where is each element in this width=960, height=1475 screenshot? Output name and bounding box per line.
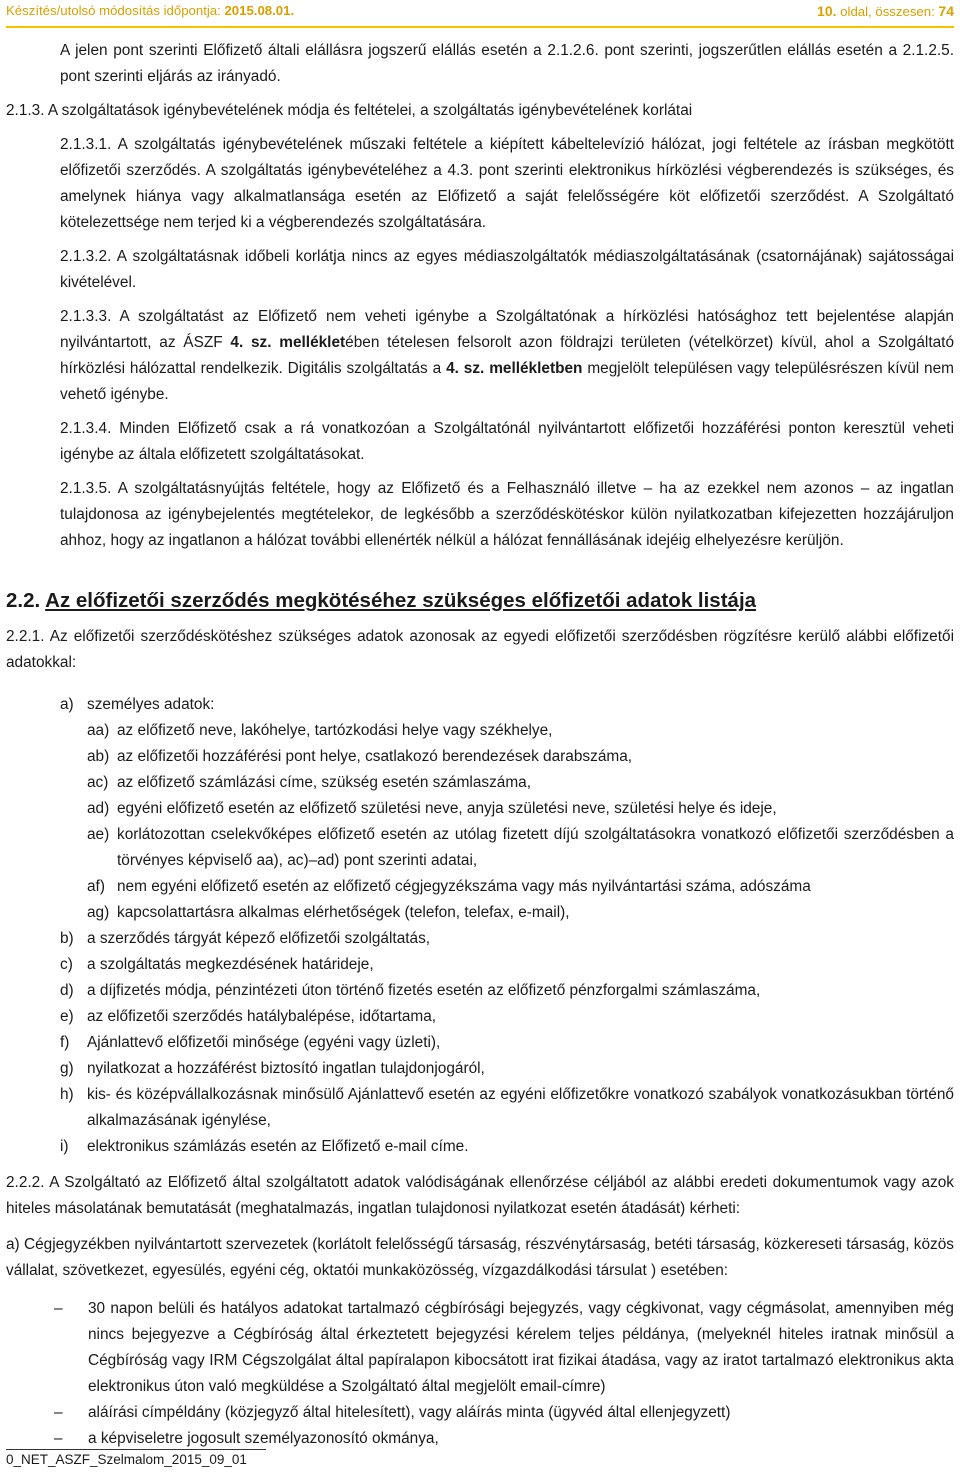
header-timestamp: Készítés/utolsó módosítás időpontja: 2015.08.01. [6, 3, 295, 18]
list-subitem-label: ae) [87, 826, 110, 843]
page-footer [6, 1449, 266, 1470]
header-date: 2015.08.01. [224, 3, 295, 18]
list-item-text: Ajánlattevő előfizetői minősége (egyéni vagy üzleti), [87, 1034, 441, 1051]
para-2-1-3-4: 2.1.3.4. Minden Előfizető csak a rá vonatkozóan a Szolgáltatónál nyilvántartott előfizetői hozzáférési ponton keresztül veheti igénybe az általa előfizetett szolgáltatásokat. [60, 420, 954, 463]
list-subitem [87, 770, 954, 796]
header-page-number: 10. [817, 3, 837, 19]
header-page-total: 74 [938, 3, 954, 19]
required-documents-list [6, 1296, 954, 1452]
list-item-label: b) [60, 930, 74, 947]
list-item-text: nyilatkozat a hozzáférést biztosító ingatlan tulajdonjogáról, [87, 1060, 485, 1077]
letter-list [60, 926, 954, 1160]
list-item-text: elektronikus számlázás esetén az Előfizető e-mail címe. [87, 1138, 469, 1155]
heading-2-1-3: 2.1.3. A szolgáltatások igénybevételének módja és feltételei, a szolgáltatás igénybevételének korlátai [6, 102, 693, 119]
list-item-label: e) [60, 1008, 74, 1025]
list-subitem-label: ac) [87, 774, 109, 791]
header-page-counter: 10. oldal, összesen: 74 [817, 3, 954, 19]
document-list-text: 30 napon belüli és hatályos adatokat tartalmazó cégbírósági bejegyzés, vagy cégkivonat, vagy cégmásolat, amennyiben még nincs bejegyezve a Cégbíróság által érkeztetett bejegyzési kérelem teljes példánya, (melyeknél hiteles iratnak minősül a Cégbíróság vagy IRM Cégszolgálat által papíralapon kibocsátott irat fizikai átadása, vagy az iratot tartalmazó elektronikus akta elektronikus úton való megküldése a Szolgáltató által megjelölt email-címre) [88, 1300, 954, 1395]
list-item-label: g) [60, 1060, 74, 1077]
document-list-item [6, 1400, 954, 1426]
list-item [60, 1004, 954, 1030]
dash-bullet: – [54, 1300, 63, 1317]
list-item-label: h) [60, 1086, 74, 1103]
para-2-1-3-1: 2.1.3.1. A szolgáltatás igénybevételének műszaki feltétele a kiépített kábeltelevízió hálózat, jogi feltétele az írásban megkötött előfizetői szerződés. A szolgáltatás igénybevételéhez a 4.3. pont szerinti elektronikus hírközlési végberendezés is szükséges, és amelynek hiánya vagy alkalmatlansága esetén az Előfizető a saját felelősségére köt előfizetői szerződést. A Szolgáltató kötelezettsége nem terjed ki a végberendezés szolgáltatására. [60, 136, 954, 231]
list-item [60, 1082, 954, 1134]
personal-data-sublist [87, 718, 954, 926]
list-item-text: az előfizetői szerződés hatálybalépése, időtartama, [87, 1008, 437, 1025]
list-subitem-text: az előfizető számlázási címe, szükség esetén számlaszáma, [117, 774, 532, 791]
list-item [60, 952, 954, 978]
list-subitem [87, 718, 954, 744]
list-item [60, 926, 954, 952]
section-2-1-3 [6, 38, 955, 562]
list-item-text: kis- és középvállalkozásnak minősülő Ajánlattevő esetén az egyéni előfizetőkre vonatkozó szabályok vonatkozásukban történő alkalmazásának igénylése, [87, 1086, 954, 1129]
list-item [60, 1056, 954, 1082]
document-list-text: aláírási címpéldány (közjegyző által hitelesített), vagy aláírás minta (ügyvéd által ellenjegyzett) [88, 1404, 731, 1421]
list-item-text: a szerződés tárgyát képező előfizetői szolgáltatás, [87, 930, 431, 947]
elallas-intro: A jelen pont szerinti Előfizető általi elállásra jogszerű elállás esetén a 2.1.2.6. pont szerinti, jogszerűtlen elállás esetén a 2.1.2.5. pont szerinti eljárás az irányadó. [60, 42, 954, 85]
list-subitem-label: ag) [87, 904, 110, 921]
list-item-label: d) [60, 982, 74, 999]
section-2-2 [6, 624, 954, 1452]
para-2-2-1: 2.2.1. Az előfizetői szerződéskötéshez szükséges adatok azonosak az egyedi előfizetői szerződésben rögzítésre kerülő alábbi előfizetői adatokkal: [6, 628, 954, 671]
list-item [60, 1030, 954, 1056]
list-subitem-label: af) [87, 878, 105, 895]
list-subitem-label: ab) [87, 748, 110, 765]
list-subitem-text: az előfizető neve, lakóhelye, tartózkodási helye vagy székhelye, [117, 722, 553, 739]
list-subitem-text: egyéni előfizető esetén az előfizető születési neve, anyja születési neve, születési helye és ideje, [117, 800, 777, 817]
footer-filename: 0_NET_ASZF_Szelmalom_2015_09_01 [6, 1452, 247, 1467]
data-list [60, 692, 954, 1160]
page-header [6, 0, 954, 28]
list-subitem [87, 874, 954, 900]
para-2-1-3-3: 2.1.3.3. A szolgáltatást az Előfizető nem veheti igénybe a Szolgáltatónak a hírközlési hatósághoz tett bejelentése alapján nyilvántartott, az ÁSZF 4. sz. mellékletében tételesen felsorolt azon földrajzi területen (vételkörzet) kívül, ahol a Szolgáltató hírközlési hálózattal rendelkezik. Digitális szolgáltatás a 4. sz. mellékletben megjelölt településen vagy településrészen kívül nem vehető igénybe. [60, 308, 955, 403]
dash-bullet: – [54, 1404, 63, 1421]
list-subitem [87, 796, 954, 822]
para-registered-orgs: a) Cégjegyzékben nyilvántartott szervezetek (korlátolt felelősségű társaság, részvénytársaság, betéti társaság, közkereseti társaság, közös vállalat, szövetkezet, egyesülés, egyéni cég, oktatói munkaközösség, vízgazdálkodási társulat ) esetében: [6, 1236, 954, 1279]
list-subitem-label: ad) [87, 800, 110, 817]
document-list-item [6, 1296, 954, 1400]
list-subitem-label: aa) [87, 722, 110, 739]
dash-bullet: – [54, 1430, 63, 1447]
para-2-1-3-2: 2.1.3.2. A szolgáltatásnak időbeli korlátja nincs az egyes médiaszolgáltatók médiaszolgáltatásának (csatornájának) sajátosságai kivételével. [60, 248, 954, 291]
para-2-2-2: 2.2.2. A Szolgáltató az Előfizető által szolgáltatott adatok valódiságának ellenőrzése céljából az alábbi eredeti dokumentumok vagy azok hiteles másolatának bemutatását (meghatalmazás, ingatlan tulajdonosi nyilatkozat esetén átadását) kérheti: [6, 1174, 954, 1217]
list-subitem [87, 900, 954, 926]
list-subitem [87, 744, 954, 770]
para-2-1-3-5: 2.1.3.5. A szolgáltatásnyújtás feltétele, hogy az Előfizető és a Felhasználó illetve – ha az ezekkel nem azonos – az ingatlan tulajdonosa az igénybejelentés megtételekor, de legkésőbb a szerződéskötéskor külön nyilatkozatban kifejezetten hozzájáruljon ahhoz, hogy az ingatlanon a hálózat további ellenérték nélkül a hálózat fennállásának idejéig elhelyezésre kerüljön. [60, 480, 954, 549]
list-item-text: a szolgáltatás megkezdésének határideje, [87, 956, 374, 973]
list-subitem-text: nem egyéni előfizető esetén az előfizető cégjegyzékszáma vagy más nyilvántartási száma, adószáma [117, 878, 811, 895]
list-subitem-text: korlátozottan cselekvőképes előfizető esetén az utólag fizetett díjú szolgáltatásokra vonatkozó előfizetői szerződésben a törvényes képviselő aa), ac)–ad) pont szerinti adatai, [117, 826, 954, 869]
list-item-label: i) [60, 1138, 69, 1155]
document-list-text: a képviseletre jogosult személyazonosító okmánya, [88, 1430, 439, 1447]
section-2-2-heading: 2.2. Az előfizetői szerződés megkötéséhez szükséges előfizetői adatok listája [6, 589, 757, 612]
list-item-a: a) személyes adatok: [60, 696, 215, 713]
list-item [60, 978, 954, 1004]
list-item [60, 1134, 954, 1160]
list-subitem [87, 822, 954, 874]
list-item-label: f) [60, 1034, 70, 1051]
list-item-label: c) [60, 956, 73, 973]
list-subitem-text: kapcsolattartásra alkalmas elérhetőségek (telefon, telefax, e-mail), [117, 904, 570, 921]
list-subitem-text: az előfizetői hozzáférési pont helye, csatlakozó berendezések darabszáma, [117, 748, 633, 765]
list-item-text: a díjfizetés módja, pénzintézeti úton történő fizetés esetén az előfizető pénzforgalmi számlaszáma, [87, 982, 761, 999]
